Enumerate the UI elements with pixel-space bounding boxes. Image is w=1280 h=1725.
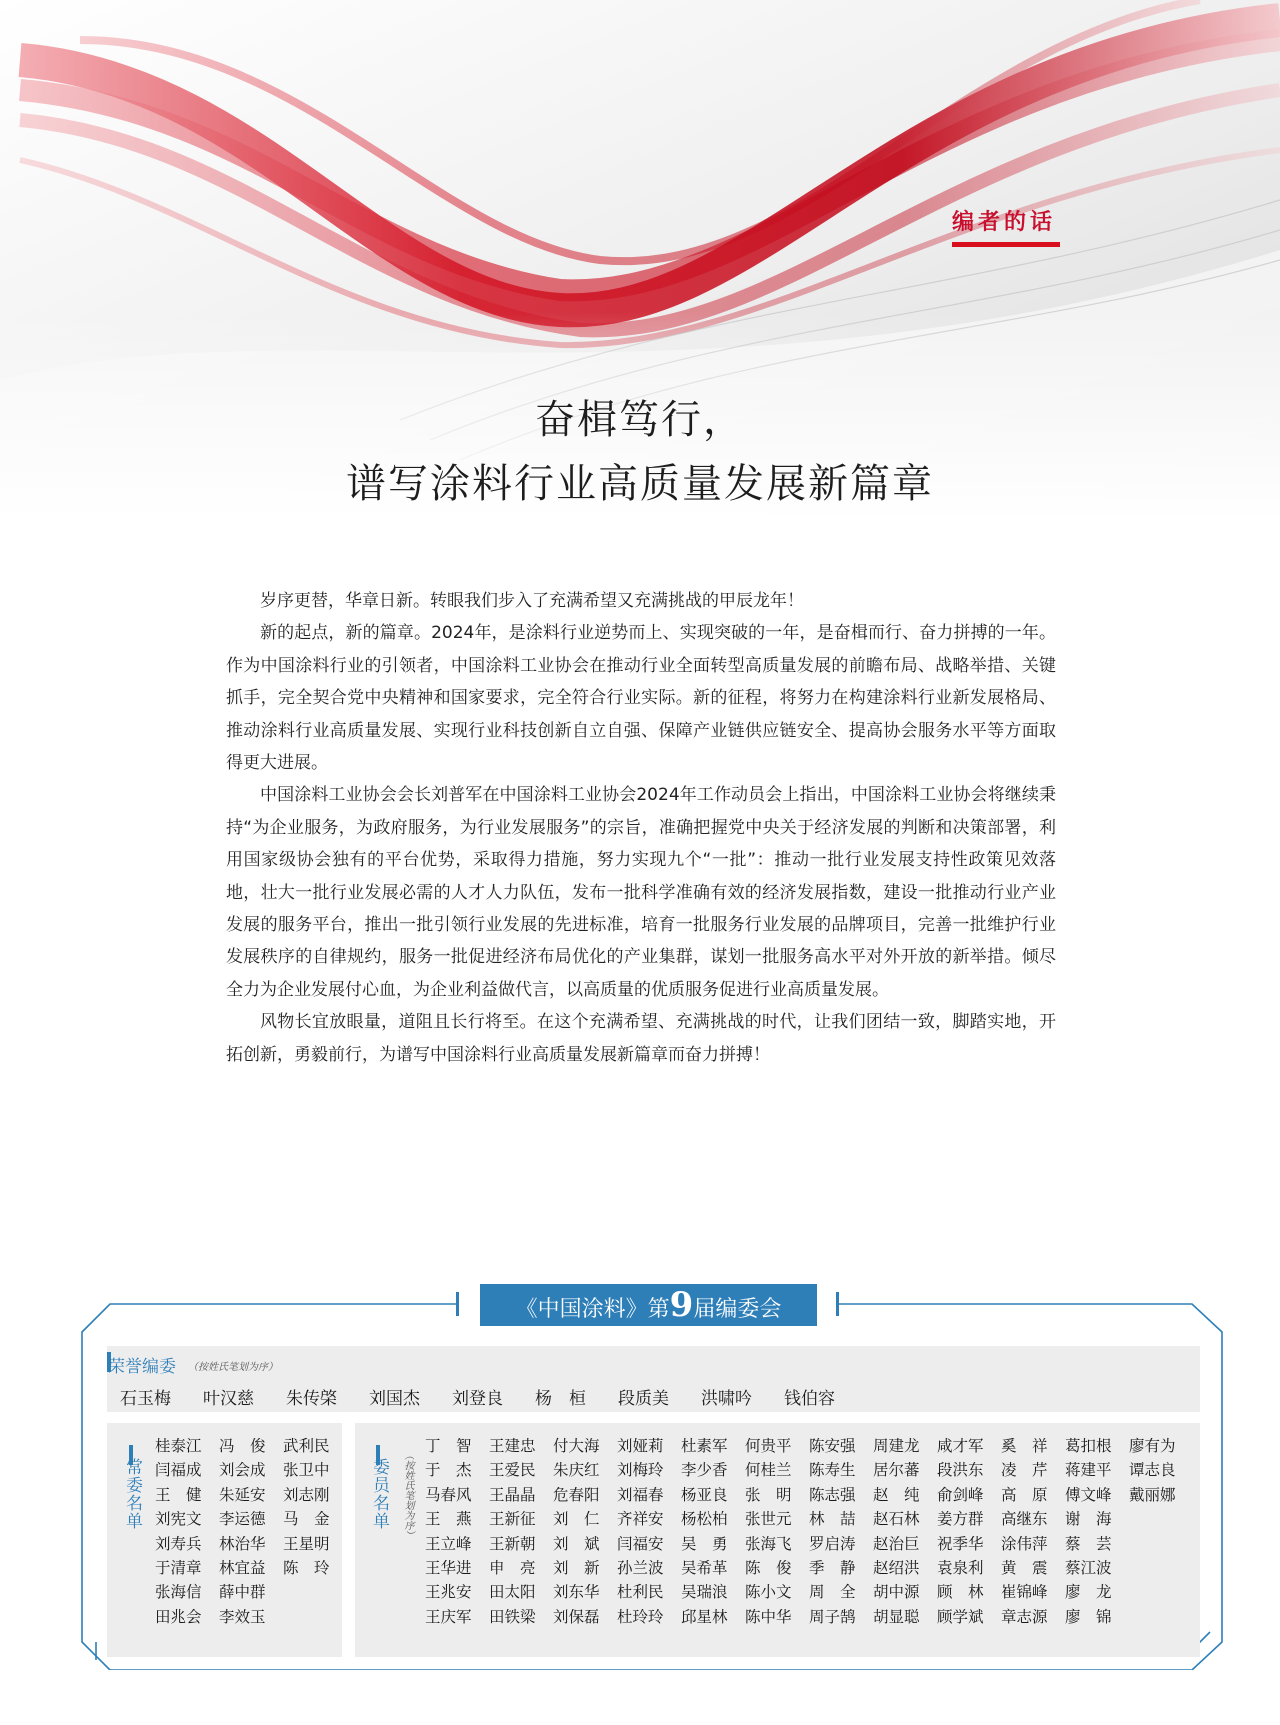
committee-member-name: 黄 震 [1001, 1559, 1048, 1578]
honor-member-name: 石玉梅 [120, 1389, 171, 1409]
committee-member-name: 刘 斌 [553, 1534, 600, 1553]
honor-member-name: 段质美 [618, 1389, 669, 1409]
committee-member-name: 王新朝 [489, 1534, 536, 1553]
committee-member-name: 王兆安 [425, 1583, 472, 1602]
committee-member-name: 吴 勇 [681, 1534, 728, 1553]
committee-member-name: 高 原 [1001, 1485, 1048, 1504]
committee-member-name: 赵 纯 [873, 1485, 920, 1504]
committee-member-name: 王爱民 [489, 1461, 536, 1480]
honor-member-name: 刘国杰 [369, 1389, 420, 1409]
standing-member-name: 刘志刚 [283, 1485, 330, 1504]
committee-member-name: 杨亚良 [681, 1485, 728, 1504]
standing-member-name: 薛中群 [219, 1583, 266, 1602]
committee-member-name: 闫福安 [617, 1534, 664, 1553]
committee-member-name: 姜方群 [937, 1510, 984, 1529]
committee-member-name: 王 燕 [425, 1510, 472, 1529]
standing-label: 常委名单 [122, 1458, 142, 1530]
committee-member-name: 陈志强 [809, 1485, 856, 1504]
committee-member-name: 廖 锦 [1065, 1607, 1112, 1626]
committee-member-name: 周子鹄 [809, 1607, 856, 1626]
committee-member-name: 陈安强 [809, 1437, 856, 1455]
committee-member-name: 赵绍洪 [873, 1559, 920, 1578]
committee-member-name: 刘 仁 [553, 1510, 600, 1529]
committee-member-name: 刘 新 [553, 1559, 600, 1578]
standing-member-name: 陈 玲 [283, 1559, 330, 1578]
standing-member-name: 王 健 [155, 1485, 202, 1504]
committee-member-name: 周 全 [809, 1583, 856, 1602]
committee-member-name: 王新征 [489, 1510, 536, 1529]
honor-member-name: 刘登良 [452, 1389, 503, 1409]
committee-member-name: 崔锦峰 [1001, 1583, 1048, 1602]
committee-member-name: 袁泉利 [937, 1559, 984, 1578]
section-tag: 编者的话 [952, 210, 1057, 235]
committee-member-name: 杜玲玲 [617, 1607, 664, 1626]
standing-member-name: 冯 俊 [219, 1437, 266, 1455]
committee-member-name: 刘梅玲 [617, 1461, 664, 1480]
committee-member-list [425, 1434, 1193, 1629]
committee-member-name: 张 明 [745, 1485, 792, 1504]
standing-member-name: 李运德 [219, 1510, 266, 1529]
committee-member-name: 涂伟萍 [1001, 1534, 1048, 1553]
standing-member-list [155, 1434, 347, 1629]
committee-member-name: 付大海 [553, 1437, 600, 1455]
committee-member-name: 蔡 芸 [1065, 1534, 1112, 1553]
standing-member-name: 林宜益 [219, 1559, 266, 1578]
honor-member-name: 洪啸吟 [701, 1389, 752, 1409]
committee-member-name: 王庆军 [425, 1607, 472, 1626]
committee-member-name: 王建忠 [489, 1437, 536, 1455]
standing-member-name: 刘宪文 [155, 1510, 202, 1529]
committee-member-name: 戴丽娜 [1129, 1485, 1176, 1504]
honor-member-name: 朱传棨 [286, 1389, 337, 1409]
committee-member-name: 刘福春 [617, 1485, 664, 1504]
committee-member-name: 祝季华 [937, 1534, 984, 1553]
committee-member-name [1129, 1556, 1193, 1580]
committee-member-name: 周建龙 [873, 1437, 920, 1455]
standing-member-name: 李效玉 [219, 1607, 266, 1626]
honor-member-list [120, 1384, 1190, 1409]
committee-member-name [1129, 1580, 1193, 1604]
committee-member-name [1129, 1507, 1193, 1531]
committee-member-name: 葛扣根 [1065, 1437, 1112, 1455]
standing-member-name: 于清章 [155, 1559, 202, 1578]
committee-member-name: 赵石林 [873, 1510, 920, 1529]
committee-member-name: 高继东 [1001, 1510, 1048, 1529]
standing-member-name: 武利民 [283, 1437, 330, 1455]
article-body [226, 585, 1056, 1071]
committee-member-name: 李少香 [681, 1461, 728, 1480]
committee-member-name: 陈小文 [745, 1583, 792, 1602]
article-paragraph: 中国涂料工业协会会长刘普军在中国涂料工业协会2024年工作动员会上指出，中国涂料工业协会将继续秉持“为企业服务，为政府服务，为行业发展服务”的宗旨，准确把握党中央关于经济发展的判断和决策部署，利用国家级协会独有的平台优势，采取得力措施，努力实现九个“一批”：推动一批行业发展支持性政策见效落地，壮大一批行业发展必需的人才人力队伍，发布一批科学准确有效的经济发展指数，建设一批推动行业产业发展的服务平台，推出一批引领行业发展的先进标准，培育一批服务行业发展的品牌项目，完善一批维护行业发展秩序的自律规约，服务一批促进经济布局优化的产业集群，谋划一批服务高水平对外开放的新举措。倾尽全力为企业发展付心血，为企业利益做代言，以高质量的优质服务促进行业高质量发展。 [226, 785, 1056, 1000]
committee-member-name: 谭志良 [1129, 1461, 1176, 1480]
committee-member-name: 刘娅莉 [617, 1437, 664, 1455]
committee-member-name: 蔡江波 [1065, 1559, 1112, 1578]
committee-member-name: 赵治巨 [873, 1534, 920, 1553]
committee-member-name: 丁 智 [425, 1437, 472, 1455]
committee-member-name: 张海飞 [745, 1534, 792, 1553]
article-paragraph: 风物长宜放眼量，道阻且长行将至。在这个充满希望、充满挑战的时代，让我们团结一致，脚踏实地，开拓创新，勇毅前行，为谱写中国涂料行业高质量发展新篇章而奋力拼搏！ [226, 1012, 1056, 1065]
committee-member-name: 陈寿生 [809, 1461, 856, 1480]
committee-member-name: 申 亮 [489, 1559, 536, 1578]
committee-member-name: 廖 龙 [1065, 1583, 1112, 1602]
committee-member-name: 吴瑞浪 [681, 1583, 728, 1602]
committee-member-name: 刘保磊 [553, 1607, 600, 1626]
committee-member-name: 居尔蕃 [873, 1461, 920, 1480]
committee-member-name: 张世元 [745, 1510, 792, 1529]
committee-member-name: 孙兰波 [617, 1559, 664, 1578]
committee-member-name: 陈中华 [745, 1607, 792, 1626]
committee-member-name [1129, 1605, 1193, 1629]
standing-member-name: 桂泰江 [155, 1437, 202, 1455]
committee-member-name [1129, 1532, 1193, 1556]
committee-member-name: 田太阳 [489, 1583, 536, 1602]
standing-member-name [283, 1580, 347, 1604]
standing-member-name: 张海信 [155, 1583, 202, 1602]
board-title-number: 9 [669, 1285, 694, 1325]
page-title-line1: 奋楫笃行， [535, 397, 745, 443]
members-note: （按姓氏笔划为序） [402, 1450, 413, 1540]
committee-member-name: 罗启涛 [809, 1534, 856, 1553]
committee-member-name: 杜利民 [617, 1583, 664, 1602]
committee-member-name: 谢 海 [1065, 1510, 1112, 1529]
board-title-suffix: 届编委会 [693, 1297, 782, 1322]
standing-member-name: 马 金 [283, 1510, 330, 1529]
standing-member-name: 朱延安 [219, 1485, 266, 1504]
article-paragraph: 新的起点，新的篇章。2024年，是涂料行业逆势而上、实现突破的一年，是奋楫而行、奋力拼搏的一年。作为中国涂料行业的引领者，中国涂料工业协会在推动行业全面转型高质量发展的前瞻布局、战略举措、关键抓手，完全契合党中央精神和国家要求，完全符合行业实际。新的征程，将努力在构建涂料行业新发展格局、推动涂料行业高质量发展、实现行业科技创新自立自强、保障产业链供应链安全、提高协会服务水平等方面取得更大进展。 [226, 623, 1056, 774]
honor-note: （按姓氏笔划为序） [188, 1362, 278, 1373]
board-title-prefix: 《中国涂料》第 [515, 1297, 670, 1322]
section-tag-underline [952, 242, 1060, 247]
committee-member-name: 顾学斌 [937, 1607, 984, 1626]
committee-member-name: 咸才军 [937, 1437, 984, 1455]
honor-label: 荣誉编委 [108, 1357, 176, 1377]
committee-member-name: 奚 祥 [1001, 1437, 1048, 1455]
committee-member-name: 胡显聪 [873, 1607, 920, 1626]
committee-member-name: 王晶晶 [489, 1485, 536, 1504]
committee-member-name: 杜素军 [681, 1437, 728, 1455]
standing-member-name: 闫福成 [155, 1461, 202, 1480]
committee-member-name: 何贵平 [745, 1437, 792, 1455]
committee-member-name: 陈 俊 [745, 1559, 792, 1578]
standing-member-name: 田兆会 [155, 1607, 202, 1626]
committee-member-name: 傅文峰 [1065, 1485, 1112, 1504]
standing-member-name: 刘寿兵 [155, 1534, 202, 1553]
committee-member-name: 马春风 [425, 1485, 472, 1504]
committee-member-name: 田铁梁 [489, 1607, 536, 1626]
committee-member-name: 季 静 [809, 1559, 856, 1578]
committee-member-name: 杨松柏 [681, 1510, 728, 1529]
committee-member-name: 胡中源 [873, 1583, 920, 1602]
committee-member-name: 朱庆红 [553, 1461, 600, 1480]
standing-member-name [283, 1605, 347, 1629]
members-label: 委员名单 [369, 1458, 389, 1530]
committee-member-name: 章志源 [1001, 1607, 1048, 1626]
honor-member-name: 钱伯容 [784, 1389, 835, 1409]
committee-member-name: 吴希革 [681, 1559, 728, 1578]
committee-member-name: 王华进 [425, 1559, 472, 1578]
page-title-line2: 谱写涂料行业高质量发展新篇章 [346, 461, 934, 507]
standing-member-name: 刘会成 [219, 1461, 266, 1480]
committee-member-name: 于 杰 [425, 1461, 472, 1480]
committee-member-name: 齐祥安 [617, 1510, 664, 1529]
standing-member-name: 林治华 [219, 1534, 266, 1553]
committee-member-name: 何桂兰 [745, 1461, 792, 1480]
committee-member-name: 刘东华 [553, 1583, 600, 1602]
honor-member-name: 杨 桓 [535, 1389, 586, 1409]
honor-member-name: 叶汉慈 [203, 1389, 254, 1409]
standing-member-name: 张卫中 [283, 1461, 330, 1480]
committee-member-name: 邱星林 [681, 1607, 728, 1626]
committee-member-name: 危春阳 [553, 1485, 600, 1504]
committee-member-name: 段洪东 [937, 1461, 984, 1480]
committee-member-name: 廖有为 [1129, 1437, 1176, 1455]
standing-member-name: 王星明 [283, 1534, 330, 1553]
board-title [480, 1284, 817, 1326]
committee-member-name: 顾 林 [937, 1583, 984, 1602]
committee-member-name: 凌 芹 [1001, 1461, 1048, 1480]
committee-member-name: 蒋建平 [1065, 1461, 1112, 1480]
article-paragraph: 岁序更替，华章日新。转眼我们步入了充满希望又充满挑战的甲辰龙年！ [260, 591, 804, 611]
committee-member-name: 王立峰 [425, 1534, 472, 1553]
committee-member-name: 俞剑峰 [937, 1485, 984, 1504]
committee-member-name: 林 喆 [809, 1510, 856, 1529]
